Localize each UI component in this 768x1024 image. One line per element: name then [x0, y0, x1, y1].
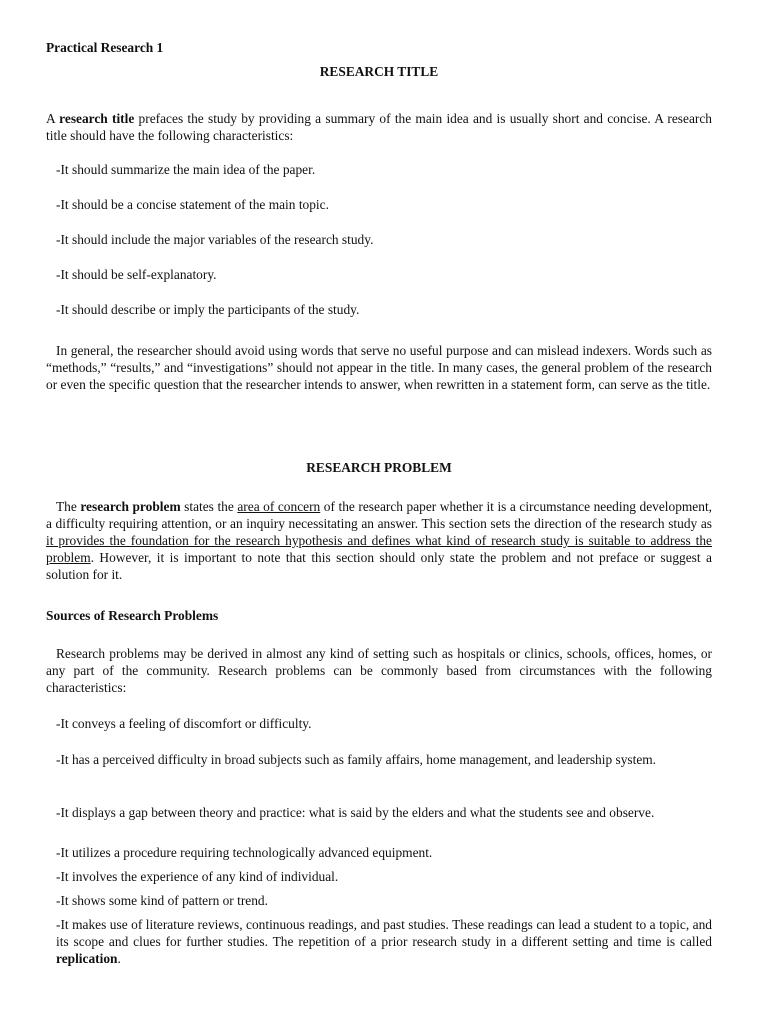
replication-term: replication: [56, 951, 118, 966]
title-characteristic-item: -It should be a concise statement of the main topic.: [56, 197, 329, 212]
source-characteristic-item: -It has a perceived difficulty in broad subjects such as family affairs, home management, and leadership system.: [56, 752, 657, 767]
source-characteristic-item: -It displays a gap between theory and practice: what is said by the elders and what the students see and observe.: [56, 805, 655, 820]
research-title-intro: [46, 110, 712, 144]
problem-term: research problem: [80, 499, 181, 514]
sources-intro-paragraph: Research problems may be derived in almost any kind of setting such as hospitals or clinics, schools, offices, homes, or any part of the community. Research problems can be commonly based from circumstances with the following characteristics:: [46, 646, 712, 695]
problem-text: states the: [180, 499, 238, 514]
document-header: Practical Research 1: [46, 40, 164, 55]
title-characteristic-item: -It should describe or imply the participants of the study.: [56, 302, 360, 317]
intro-text-rest: prefaces the study by providing a summary of the main idea and is usually short and concise. A research title should have the following characteristics:: [46, 111, 712, 143]
problem-underlined-text: it provides the foundation for the research hypothesis and defines what kind of research study is suitable to address the problem: [46, 533, 712, 565]
source-characteristic-item: -It utilizes a procedure requiring technologically advanced equipment.: [56, 845, 433, 860]
intro-term: research title: [59, 111, 135, 126]
problem-text: . However, it is important to note that this section should only state the problem and not preface or suggest a solution for it.: [46, 550, 712, 582]
source-characteristic-item: -It shows some kind of pattern or trend.: [56, 893, 268, 908]
problem-text: The: [56, 499, 81, 514]
title-characteristic-item: -It should be self-explanatory.: [56, 267, 217, 282]
replication-text-end: .: [117, 951, 121, 966]
title-characteristic-item: -It should include the major variables of the research study.: [56, 232, 374, 247]
title-characteristic-item: -It should summarize the main idea of the paper.: [56, 162, 316, 177]
source-characteristic-item: -It conveys a feeling of discomfort or difficulty.: [56, 716, 312, 731]
intro-text: A: [46, 111, 60, 126]
problem-underlined-text: area of concern: [237, 499, 321, 514]
source-characteristic-item: -It involves the experience of any kind of individual.: [56, 869, 339, 884]
replication-text: -It makes use of literature reviews, continuous readings, and past studies. These readings can lead a student to a topic, and its scope and clues for further studies. The repetition of a prior research study in a different setting and time is called: [56, 917, 712, 949]
problem-text: of the research paper whether it is a circumstance needing development, a difficulty requiring attention, or an inquiry necessitating an answer. This section sets the direction of the research study as: [46, 499, 713, 531]
research-problem-paragraph: [46, 498, 712, 583]
sources-heading: Sources of Research Problems: [46, 608, 219, 623]
research-problem-heading: RESEARCH PROBLEM: [306, 460, 452, 475]
research-title-heading: RESEARCH TITLE: [319, 64, 439, 79]
source-characteristic-item-replication: [46, 916, 712, 967]
title-general-paragraph: In general, the researcher should avoid using words that serve no useful purpose and can mislead indexers. Words such as “methods,” “results,” and “investigations” should not appear in the title. In many cases, the general problem of the research or even the specific question that the researcher intends to answer, when rewritten in a statement form, can serve as the title.: [46, 343, 712, 392]
